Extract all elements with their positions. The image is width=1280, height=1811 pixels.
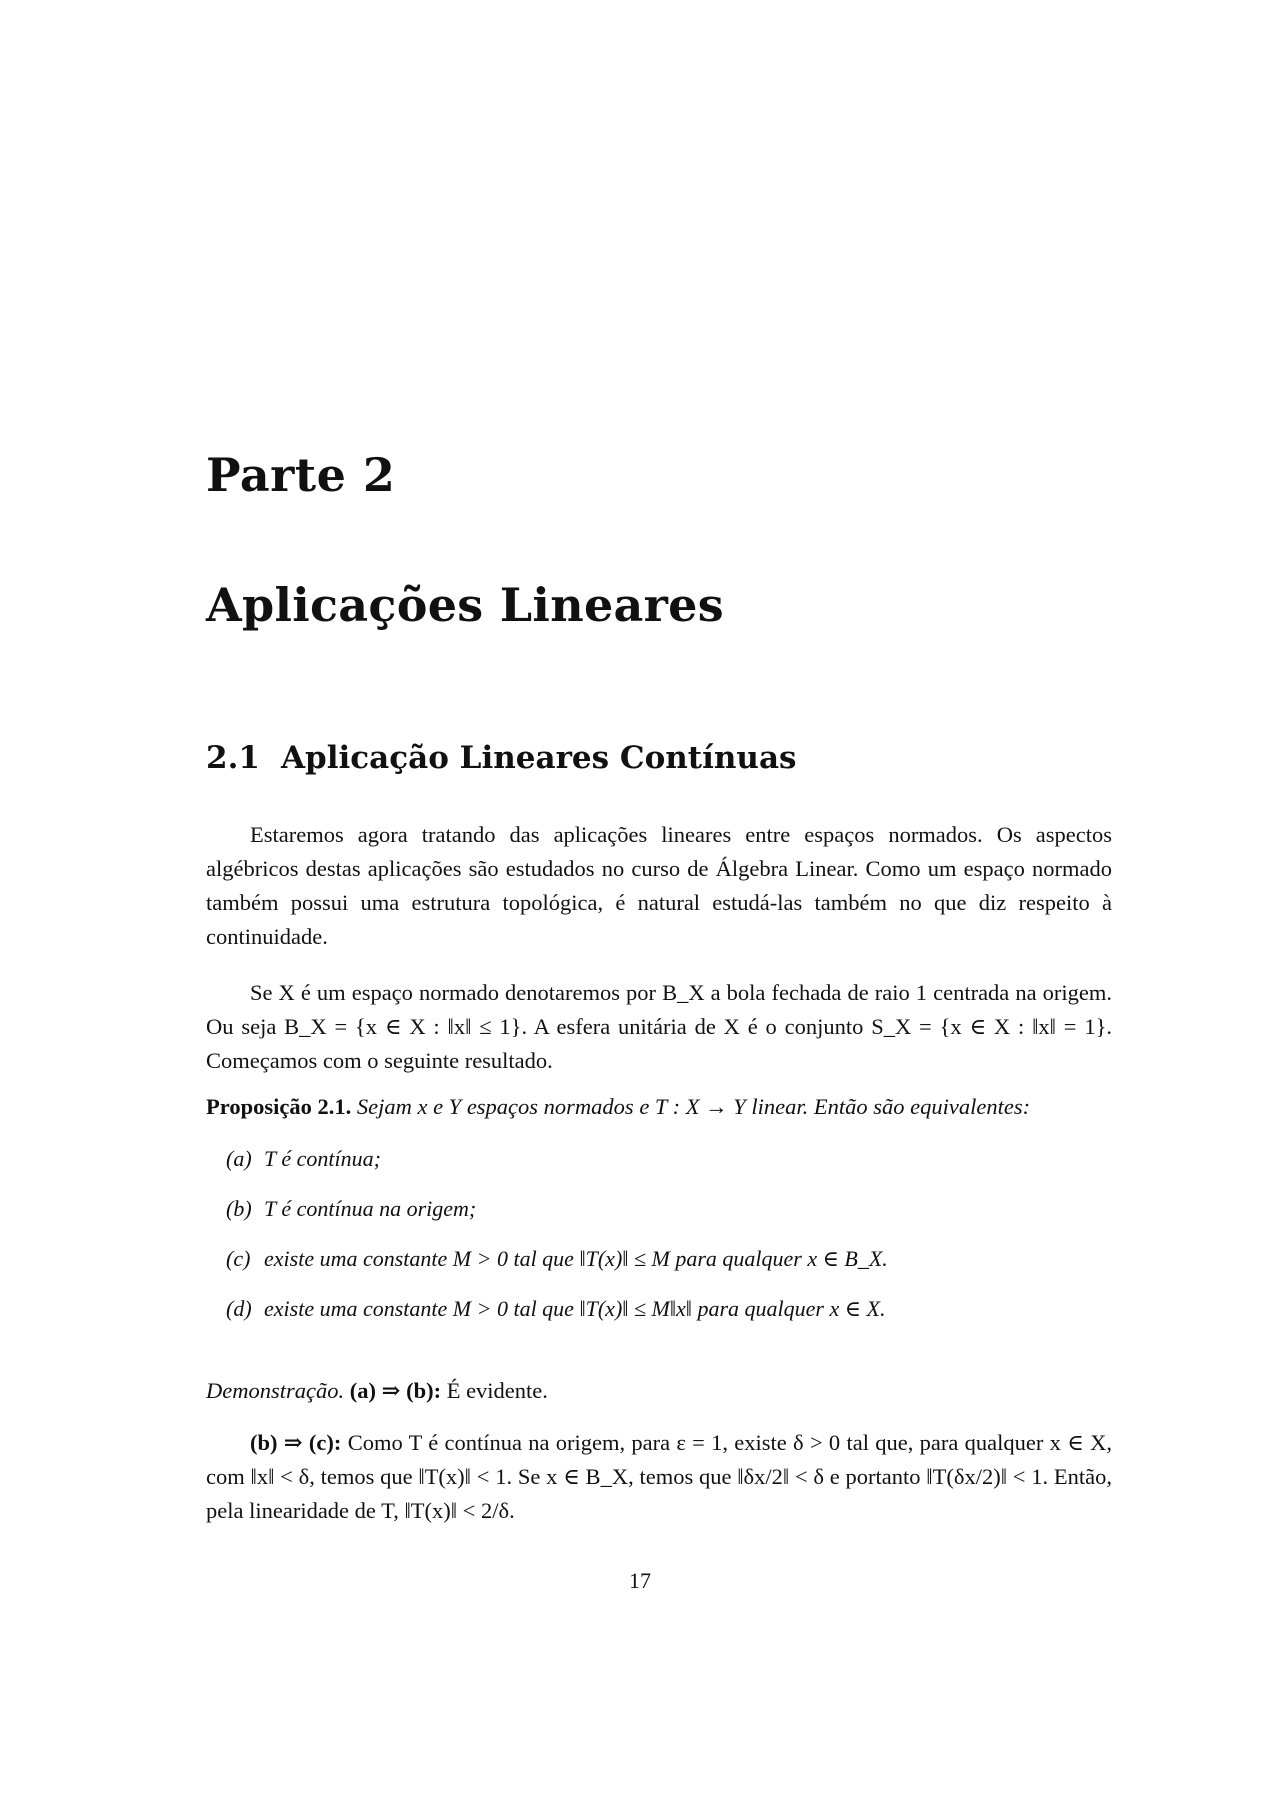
page-number: 17: [629, 1568, 651, 1593]
paragraph-intro-text: Estaremos agora tratando das aplicações lineares entre espaços normados. Os aspectos algébricos destas aplicações são estudados no curso de Álgebra Linear. Como um espaço normado também possui uma estrutura topológica, é natural estudá-las também no que diz respeito à continuidade.: [206, 822, 1112, 949]
proof-step1-label: (a) ⇒ (b):: [349, 1378, 442, 1403]
item-text: T é contínua;: [264, 1146, 381, 1171]
item-label: (c): [226, 1246, 251, 1271]
section-number: 2.1: [206, 740, 260, 776]
list-item: [226, 1196, 476, 1222]
paragraph-definitions-text: Se X é um espaço normado denotaremos por B_X a bola fechada de raio 1 centrada na origem. Ou seja B_X = {x ∈ X : ‖x‖ ≤ 1}. A esfera unitária de X é o conjunto S_X = {x ∈ X : ‖x‖ = 1}. Começamos com o seguinte resultado.: [206, 980, 1112, 1073]
item-text: T é contínua na origem;: [264, 1196, 477, 1221]
proof-step2: [206, 1426, 1112, 1528]
list-item: [226, 1146, 381, 1172]
proof-step2-label: (b) ⇒ (c):: [250, 1430, 342, 1455]
proof-step1-text: É evidente.: [446, 1378, 548, 1403]
proposition: [206, 1090, 1112, 1124]
item-text: existe uma constante M > 0 tal que ‖T(x)‖ ≤ M para qualquer x ∈ B_X.: [264, 1246, 888, 1271]
proof-label: Demonstração.: [206, 1378, 345, 1403]
proposition-label: Proposição 2.1.: [206, 1094, 352, 1119]
proposition-statement: Sejam x e Y espaços normados e T : X → Y linear. Então são equivalentes:: [356, 1094, 1031, 1119]
paragraph-definitions: [206, 976, 1112, 1078]
item-label: (b): [226, 1196, 252, 1221]
proof-step2-paragraph: [206, 1426, 1112, 1528]
item-label: (d): [226, 1296, 252, 1321]
section-title: Aplicação Lineares Contínuas: [281, 740, 797, 776]
list-item: [226, 1246, 888, 1272]
item-label: (a): [226, 1146, 252, 1171]
item-text: existe uma constante M > 0 tal que ‖T(x)‖ ≤ M‖x‖ para qualquer x ∈ X.: [264, 1296, 886, 1321]
part-label: Parte 2: [206, 448, 396, 502]
proof-step2-text: Como T é contínua na origem, para ε = 1, existe δ > 0 tal que, para qualquer x ∈ X, com ‖x‖ < δ, temos que ‖T(x)‖ < 1. Se x ∈ B_X, temos que ‖δx/2‖ < δ e portanto ‖T(δx/2)‖ < 1. Então, pela linearidade de T, ‖T(x)‖ < 2/δ.: [206, 1430, 1112, 1523]
proof-start: [206, 1374, 1112, 1408]
section-heading: [206, 740, 797, 776]
list-item: [226, 1296, 885, 1322]
paragraph-intro: [206, 818, 1112, 954]
chapter-title: Aplicações Lineares: [206, 578, 724, 632]
